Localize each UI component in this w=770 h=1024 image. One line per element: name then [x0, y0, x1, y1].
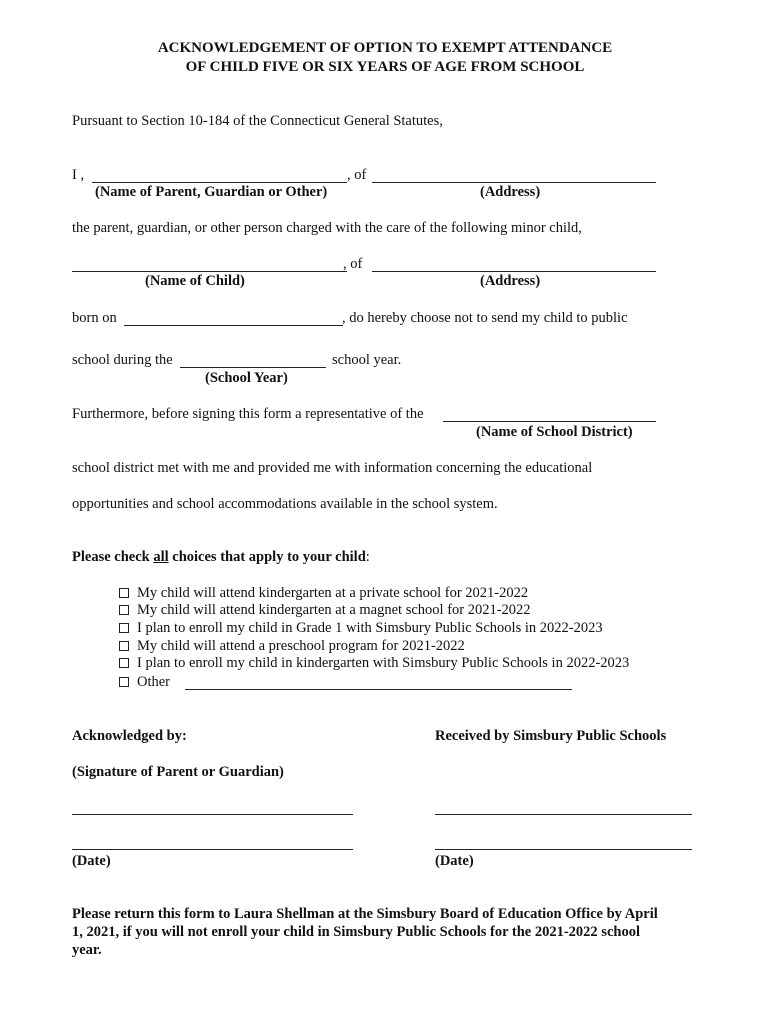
signature-label: (Signature of Parent or Guardian) — [72, 764, 284, 780]
parent-address-label: (Address) — [480, 184, 541, 200]
return-note-line-1: Please return this form to Laura Shellman at the Simsbury Board of Education Office by April — [72, 906, 658, 922]
parent-date-field[interactable] — [72, 849, 353, 850]
opportunities-text: opportunities and school accommodations available in the school system. — [72, 496, 498, 512]
checkbox[interactable] — [119, 677, 129, 687]
school-year-label: (School Year) — [205, 370, 288, 386]
check-heading-pre: Please check — [72, 549, 154, 565]
choice-item-other[interactable] — [119, 674, 170, 691]
parent-of-text: , of — [347, 167, 367, 183]
check-heading-colon: : — [365, 549, 370, 565]
return-note-line-2: 1, 2021, if you will not enroll your child in Simsbury Public Schools for the 2021-2022 school — [72, 924, 640, 940]
intro-text: Pursuant to Section 10-184 of the Connecticut General Statutes, — [72, 113, 443, 129]
acknowledged-by-label: Acknowledged by: — [72, 728, 187, 744]
child-address-field[interactable] — [372, 271, 656, 272]
checkbox[interactable] — [119, 605, 129, 615]
check-heading-emphasis: all — [153, 549, 169, 565]
choice-item[interactable] — [119, 585, 528, 602]
checkbox[interactable] — [119, 641, 129, 651]
check-heading-post: choices that apply to your child — [168, 549, 366, 565]
date-label-left: (Date) — [72, 853, 111, 869]
choice-item[interactable] — [119, 655, 629, 672]
parent-address-field[interactable] — [372, 182, 656, 183]
parent-signature-field[interactable] — [72, 814, 353, 815]
met-text: school district met with me and provided me with information concerning the educational — [72, 460, 593, 476]
birth-date-field[interactable] — [124, 325, 343, 326]
other-field[interactable] — [185, 689, 572, 690]
school-year-suffix: school year. — [332, 352, 402, 368]
born-on-prefix: born on — [72, 310, 117, 326]
received-by-label: Received by Simsbury Public Schools — [435, 728, 667, 744]
choice-label: My child will attend a preschool program for 2021-2022 — [137, 638, 465, 654]
child-name-field[interactable] — [72, 271, 347, 272]
choice-item[interactable] — [119, 638, 465, 655]
return-note-line-3: year. — [72, 942, 102, 958]
checkbox[interactable] — [119, 588, 129, 598]
school-year-prefix: school during the — [72, 352, 173, 368]
choice-label: Other — [137, 674, 171, 690]
choice-label: I plan to enroll my child in Grade 1 with Simsbury Public Schools in 2022-2023 — [137, 620, 603, 636]
choice-label: My child will attend kindergarten at a magnet school for 2021-2022 — [137, 602, 531, 618]
school-year-field[interactable] — [180, 367, 326, 368]
school-district-field[interactable] — [443, 421, 656, 422]
school-district-label: (Name of School District) — [476, 424, 633, 440]
school-signature-field[interactable] — [435, 814, 692, 815]
checkbox[interactable] — [119, 623, 129, 633]
choice-label: I plan to enroll my child in kindergarten with Simsbury Public Schools in 2022-2023 — [137, 655, 630, 671]
born-on-suffix: , do hereby choose not to send my child to public — [342, 310, 628, 326]
form-title-line-1: ACKNOWLEDGEMENT OF OPTION TO EXEMPT ATTENDANCE — [157, 40, 613, 56]
child-name-label: (Name of Child) — [145, 273, 245, 289]
child-address-label: (Address) — [480, 273, 541, 289]
check-heading — [72, 549, 370, 566]
parent-name-field[interactable] — [92, 182, 347, 183]
child-of-text: , of — [343, 256, 363, 272]
parent-prefix: I , — [72, 167, 85, 183]
form-title-line-2: OF CHILD FIVE OR SIX YEARS OF AGE FROM SCHOOL — [185, 59, 585, 75]
furthermore-text: Furthermore, before signing this form a representative of the — [72, 406, 424, 422]
date-label-right: (Date) — [435, 853, 474, 869]
checkbox[interactable] — [119, 658, 129, 668]
choice-item[interactable] — [119, 602, 531, 619]
school-date-field[interactable] — [435, 849, 692, 850]
choice-label: My child will attend kindergarten at a private school for 2021-2022 — [137, 585, 529, 601]
care-text: the parent, guardian, or other person charged with the care of the following minor child, — [72, 220, 582, 236]
choice-item[interactable] — [119, 620, 603, 637]
parent-name-label: (Name of Parent, Guardian or Other) — [95, 184, 328, 200]
